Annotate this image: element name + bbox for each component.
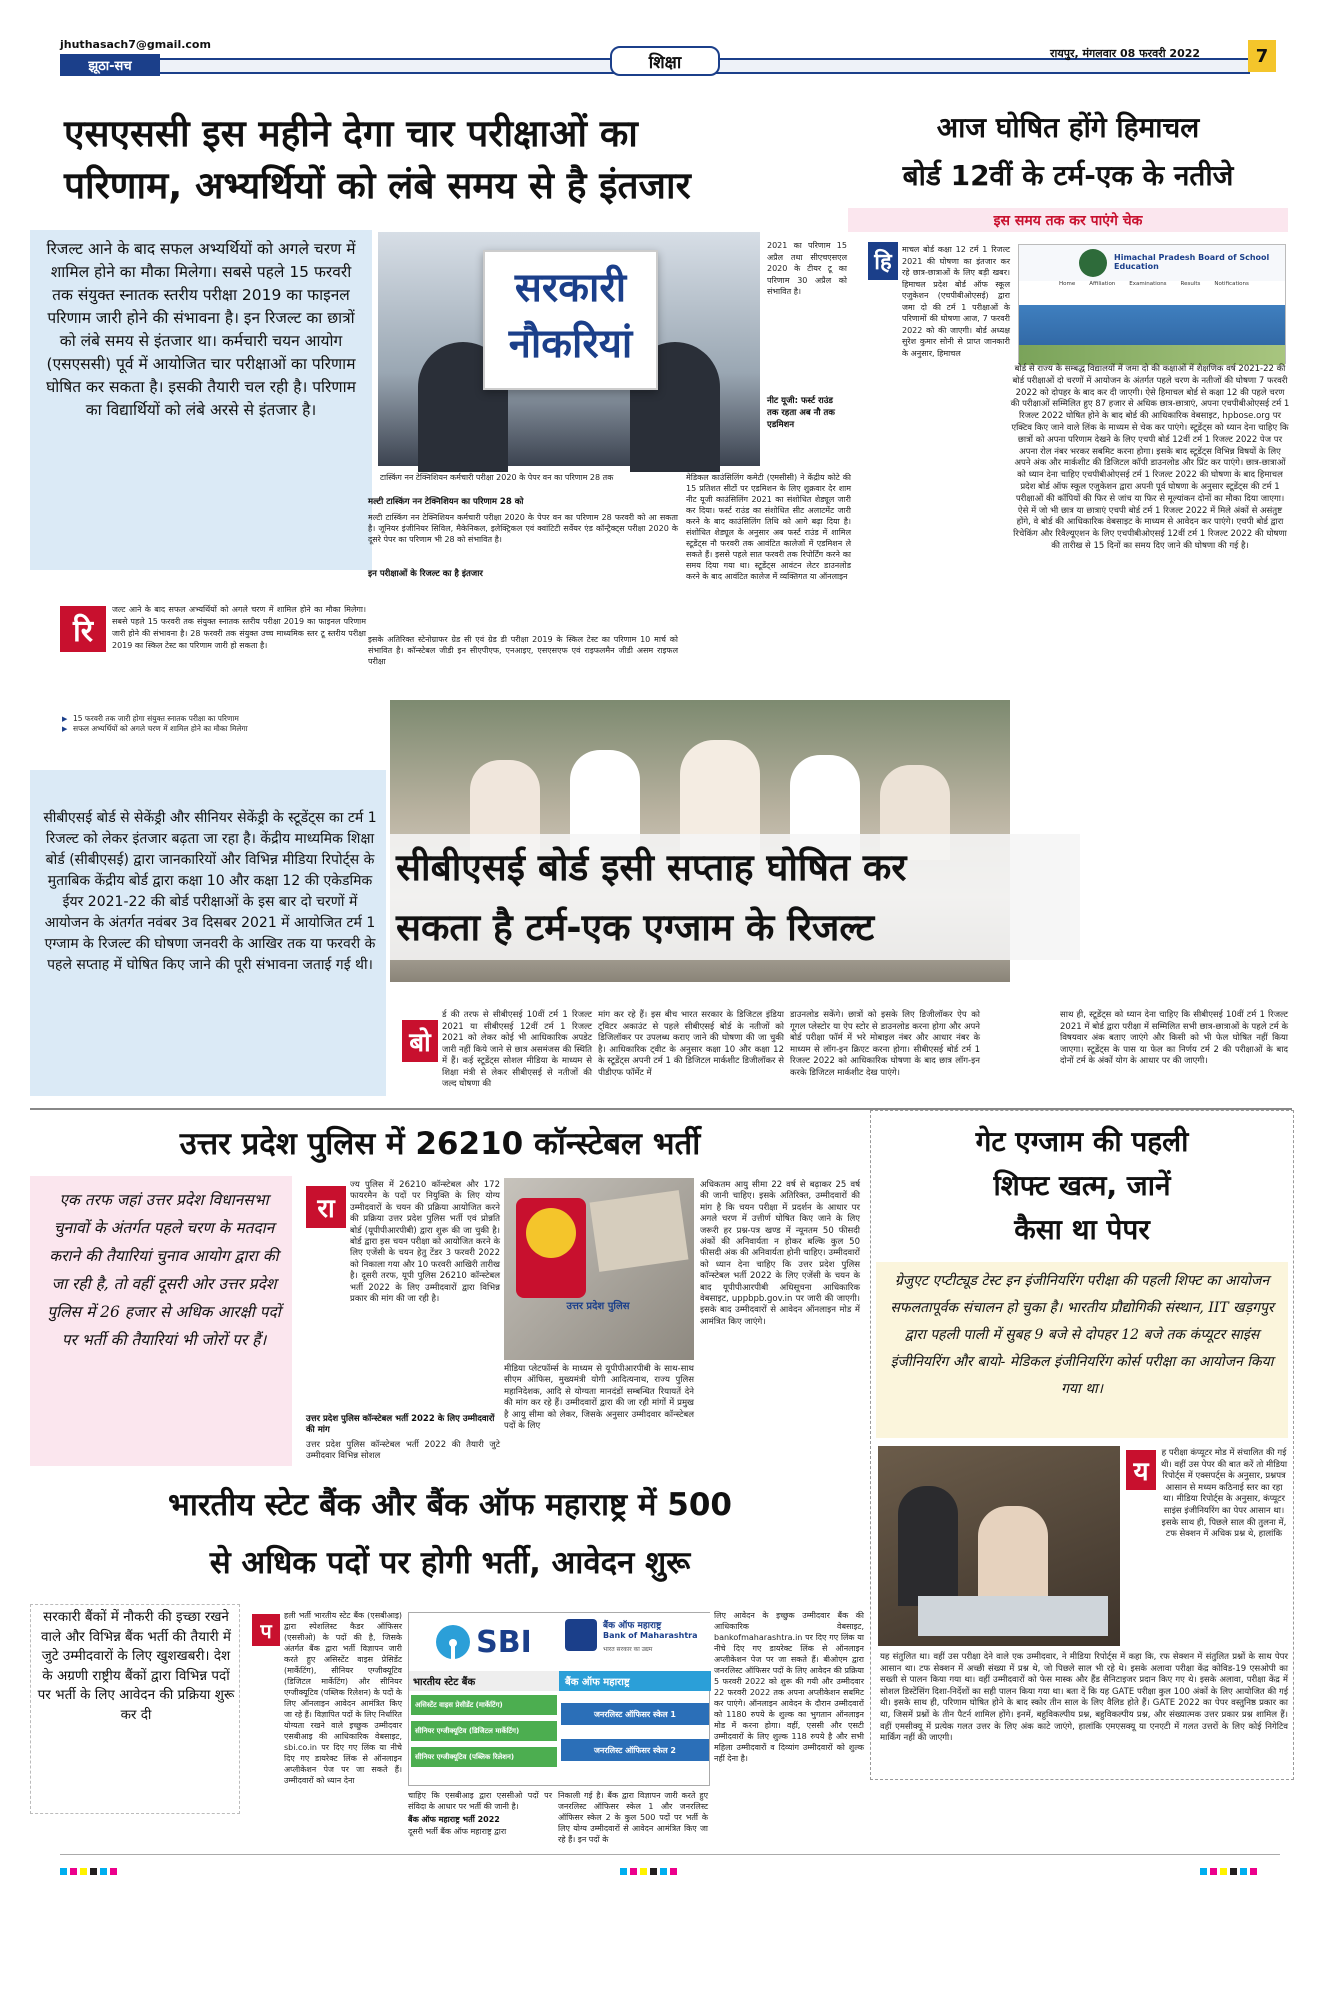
up-intro: एक तरफ जहां उत्तर प्रदेश विधानसभा चुनावों के अंतर्गत पहले चरण के मतदान कराने की तैयारियां चुनाव आयोग द्वारा की जा रही है, तो वहीं दूसरी ओर उत्तर प्रदेश पुलिस में 26 हजार से अधिक आरक्षी पदों पर भर्ती की तैयारियां भी जोरों पर हैं। (47, 1191, 281, 1349)
up-police-sign-text: उत्तर प्रदेश पुलिस (566, 1301, 630, 1312)
cbse-headline-line1: सीबीएसई बोर्ड इसी सप्ताह घोषित कर (396, 846, 907, 889)
footer-color-bar-center (620, 1868, 677, 1875)
hpbose-site-title: Himachal Pradesh Board of School Education (1114, 253, 1270, 271)
cbse-col4: साथ ही, स्टूडेंट्स को ध्यान देना चाहिए कि सीबीएसई 10वीं टर्म 1 रिजल्ट 2021 में बोर्ड द्वारा परीक्षा में सम्मिलित सभी छात्र-छात्राओं के पहले टर्म के विषयवार अंक बताए जाएंगे और किसी को भी फेल घोषित नहीं किया जाएगा। स्टूडेंट्स के पास या फेल का निर्णय टर्म 2 की परीक्षाओं के बाद दोनों टर्म के अंकों योग के आधार पर की जाएगी। (1060, 1010, 1288, 1066)
up-col3: अधिकतम आयु सीमा 22 वर्ष से बढ़ाकर 25 वर्ष की जानी चाहिए। इसके अतिरिक्त, उम्मीदवारों की मांग है कि चयन परीक्षा में प्रदर्शन के आधार पर अगले चरण में उत्तीर्ण घोषित किए जाने के लिए जरूरी हर प्रश्न-पत्र खण्ड में न्यूनतम 50 फीसदी अंकों की अनिवार्यता न होकर बल्कि कुल 50 फीसदी अंक की अनिवार्यता होनी चाहिए। उम्मीदवारों को ध्यान देना चाहिए कि उत्तर प्रदेश पुलिस कॉन्स्टेबल भर्ती 2022 के लिए एजेंसी के चयन के बाद यूपीपीआरपीबी अधिसूचना आधिकारिक वेबसाइट, uppbpb.gov.in पर जारी की जाएगी। इसके बाद उम्मीदवारों से आवेदन ऑनलाइन मोड में आमंत्रित किए जाएंगे। (700, 1180, 860, 1327)
ssc-bullet-2: ▶ सफल अभ्यर्थियों को अगले चरण में शामिल होने का मौका मिलेगा (62, 724, 362, 734)
ssc-bullet-1: ▶ 15 फरवरी तक जारी होगा संयुक्त स्नातक परीक्षा का परिणाम (62, 714, 362, 724)
up-col1b: उत्तर प्रदेश पुलिस कॉन्स्टेबल भर्ती 2022 की तैयारी जुटे उम्मीदवार विभिन्न सोशल (306, 1440, 500, 1462)
ssc-photo (378, 232, 760, 466)
bom-post-2: जनरलिस्ट ऑफिसर स्केल 2 (561, 1739, 709, 1761)
ssc-body-col2c: इसके अतिरिक्त स्टेनोग्राफर ग्रेड सी एवं ग्रेड डी परीक्षा 2019 के स्किल टेस्ट का परिणाम 10 मार्च को संभावित है। कॉन्स्टेबल जीडी इन सीएपीएफ, एनआइए, एसएसएफ एवं राइफलमैन जीडी असम राइफल परीक्षा (368, 635, 678, 666)
sbi-hindi: भारतीय स्टेट बैंक (409, 1671, 559, 1691)
ssc-dropcap: रि (60, 606, 106, 652)
bank-dropcap: प (252, 1614, 280, 1646)
hp-nav-examinations[interactable]: Examinations (1129, 281, 1167, 287)
gate-dropcap: य (1126, 1450, 1156, 1490)
bom-post-1: जनरलिस्ट ऑफिसर स्केल 1 (561, 1703, 709, 1725)
photo-text-sarkari: सरकारी (514, 265, 627, 311)
bom-tag: भारत सरकार का उद्यम (603, 1646, 653, 1653)
up-col1-sub: उत्तर प्रदेश पुलिस कॉन्स्टेबल भर्ती 2022 के लिए उम्मीदवारों की मांग (306, 1414, 495, 1435)
bank-headline (30, 1476, 870, 1592)
ssc-side-subhead: नीट यूजी: फर्स्ट राउंड तक रहता अब नौ तक एडमिशन (767, 396, 835, 430)
hp-nav-notifications[interactable]: Notifications (1214, 281, 1249, 287)
bom-hindi: बैंक ऑफ महाराष्ट्र (603, 1621, 662, 1631)
ssc-headline-line2: परिणाम, अभ्यर्थियों को लंबे समय से है इंतजार (64, 164, 691, 207)
gate-exam-photo (878, 1446, 1120, 1646)
ssc-body-col3: मेडिकल काउंसिलिंग कमेटी (एमसीसी) ने केंद्रीय कोटे की 15 प्रतिशत सीटों पर एडमिशन के लिए शुक्रवार देर शाम नीट यूजी काउंसिलिंग 2021 का संशोधित शेड्यूल जारी कर दिया। फर्स्ट राउंड का संशोधित सीट अलाटमेंट जारी करने के बाद काउंसिलिंग तिथि को आगे बढ़ा दिया है। संशोधित शेड्यूल के अनुसार अब फर्स्ट राउंड में शामिल स्टूडेंट्स नौ फरवरी तक आवंटित कालेजों में एडमिशन ले सकते हैं। इससे पहले सात फरवरी तक रिपोर्टिंग करने का समय दिया गया था। स्टूडेंट्स आवंटन लेटर डाउनलोड करने के बाद आवंटित कालेज में व्यक्तिगत या ऑनलाइन (686, 473, 851, 581)
gate-col-narrow: ह परीक्षा कंप्यूटर मोड में संचालित की गई थी। वहीं उस पेपर की बात करें तो मीडिया रिपोर्ट्स में एक्सपर्ट्स के अनुसार, प्रश्नपत्र आसान से मध्यम कठिनाई स्तर का रहा था। मीडिया रिपोर्ट्स के अनुसार, कंप्यूटर साइंस इंजीनियरिंग का पेपर आसान था। इसके साथ ही, पिछले साल की तुलना में, टफ सेक्शन में अधिक प्रश्न थे, हालांकि (1160, 1448, 1288, 1540)
header-section: शिक्षा (610, 46, 720, 76)
cbse-dropcap: बो (402, 1020, 438, 1062)
ssc-headline-line1: एसएससी इस महीने देगा चार परीक्षाओं का (64, 112, 638, 155)
bank-intro: सरकारी बैंकों में नौकरी की इच्छा रखने वाले और विभिन्न बैंक भर्ती की तैयारी में जुटे उम्मीदवारों के लिए खुशखबरी। देश के अग्रणी राष्ट्रीय बैंकों द्वारा विभिन्न पदों पर भर्ती के लिए आवेदन की प्रक्रिया शुरू कर दी (37, 1609, 235, 1723)
sbi-post-2: सीनियर एग्जीक्यूटिव (डिजिटल मार्केटिंग) (411, 1721, 557, 1741)
ssc-bullets (62, 714, 362, 734)
hp-nav-results[interactable]: Results (1180, 281, 1201, 287)
sbi-post-3: सीनियर एग्जीक्यूटिव (पब्लिक रिलेशन) (411, 1747, 557, 1767)
sbi-logo: SBI (476, 1624, 532, 1660)
ssc-body-col2b: मल्टी टास्किंग नन टेक्निशियन कर्मचारी परीक्षा 2020 के पेपर वन का परिणाम 28 फरवरी को आ सकता है। जूनियर इंजीनियर सिविल, मैकेनिकल, इलेक्ट्रिकल एवं क्वांटिटी सर्वेयर एंड कॉन्ट्रैक्ट्स परीक्षा 2020 के दूसरे पेपर का परिणाम भी 28 को संभावित है। (368, 513, 678, 544)
ssc-intro: रिजल्ट आने के बाद सफल अभ्यर्थियों को अगले चरण में शामिल होने का मौका मिलेगा। सबसे पहले 15 फरवरी तक संयुक्त स्नातक स्तरीय परीक्षा 2019 का फाइनल परिणाम जारी होने की संभावना है। इन रिजल्ट का छात्रों को लंबे समय से इंतजार था। कर्मचारी चयन आयोग (एसएससी) पूर्व में आयोजित चार परीक्षाओं का परिणाम घोषित कर सकता है। इसकी तैयारी चल रही है। परिणाम का विद्यार्थियों को लंबे अरसे से इंतजार है। (46, 240, 356, 419)
cbse-intro: सीबीएसई बोर्ड से सेकेंड्री और सीनियर सेकेंड्री के स्टूडेंट्स का टर्म 1 रिजल्ट को लेकर इंतजार बढ़ता जा रहा है। केंद्रीय माध्यमिक शिक्षा बोर्ड (सीबीएसई) द्वारा जानकारियों और विभिन्न मीडिया रिपोर्ट्स के मुताबिक केंद्रीय बोर्ड द्वारा कक्षा 10 और कक्षा 12 की एकेडमिक ईयर 2021-22 की बोर्ड परीक्षाओं के इस बार दो चरणों में आयोजन के अंतर्गत नवंबर 3व दिसबर 2021 में आयोजित टर्म 1 एग्जाम के रिजल्ट की घोषणा जनवरी के आखिर तक या फरवरी के पहले सप्ताह में घोषित किए जाने की पूरी संभावना जताई गई थी। (43, 810, 377, 973)
bom-hindi-band: बैंक ऑफ महाराष्ट्र (559, 1671, 711, 1691)
himachal-website-screenshot (1018, 244, 1286, 364)
footer-rule (60, 1854, 1280, 1855)
footer-color-bar-left (60, 1868, 117, 1875)
gate-headline (874, 1120, 1290, 1252)
header-page-number: 7 (1248, 40, 1276, 72)
up-dropcap: रा (306, 1186, 346, 1228)
bank-col1: हली भर्ती भारतीय स्टेट बैंक (एसबीआइ) द्वारा स्पेशलिस्ट कैडर ऑफिसर (एससीओ) के पदों की है, जिसके अंतर्गत बैंक द्वारा भर्ती विज्ञापन जारी करते हुए असिस्टेंट वाइस प्रेसिडेंट (मार्केटिंग), सीनियर एग्जीक्यूटिव (डिजिटल मार्केटिंग) और सीनियर एग्जीक्यूटिव (पब्लिक रिलेशन) के पदों के लिए ऑनलाइन आवेदन आमंत्रित किए जा रहे हैं। विज्ञापित पदों के लिए निर्धारित योग्यता रखने वाले इच्छुक उम्मीदवार एसबीआइ की आधिकारिक वेबसाइट, sbi.co.in पर दिए गए लिंक या नीचे दिए गए डायरेक्ट लिंक से ऑनलाइन अप्लीकेशन पेज पर जा सकते हैं। उम्मीदवारों को ध्यान देना (284, 1611, 402, 1785)
bank-col2b: दूसरी भर्ती बैंक ऑफ महाराष्ट्र द्वारा (408, 1827, 507, 1836)
hp-nav-home[interactable]: Home (1059, 281, 1076, 287)
up-col2: मीडिया प्लेटफॉर्म्स के माध्यम से यूपीपीआरपीबी के साथ-साथ सीएम ऑफिस, मुख्यमंत्री योगी आदित्यनाथ, राज्य पुलिस महानिदेशक, आदि से योग्यता मानदंडों सम्बन्धित रियायतें देने की मांग कर रहे हैं। उम्मीदवारों द्वारा की जा रही मांगों में प्रमुख है आयु सीमा को लेकर, जिसके अनुसार उम्मीदवार कॉन्स्टेबल पदों के लिए (504, 1364, 694, 1432)
himachal-body-long: बोर्ड से राज्य के सम्बद्ध विद्यालयों में जमा दो की कक्षाओं में शैक्षणिक वर्ष 2021-22 की बोर्ड परीक्षाओं दो चरणों में आयोजन के अंतर्गत पहले चरण के नतीजों की घोषणा 7 फरवरी 2022 को दोपहर के बाद कर दी जाएगी। ऐसे हिमाचल बोर्ड से कक्षा 12 की पहले चरण की परीक्षाओं सम्मिलित हुए 87 हजार से अधिक छात्र-छात्राएं, अपना एचपीबीओएसई टर्म 1 रिजल्ट 2022 घोषित होने के बाद बोर्ड की आधिकारिक वेबसाइट, hpbose.org पर एक्टिव किए जाने वाले लिंक के माध्यम से चेक कर पाएंगे। स्टूडेंट्स को ध्यान देना चाहिए कि छात्रों को अपना परिणाम देखने के लिए एचपी बोर्ड 12वीं टर्म 1 रिजल्ट 2022 पेज पर अपना रोल नंबर भरकर सबमिट करना होगा। इसके बाद स्टूडेंट्स विभिन्न विषयों के लिए अपने अंक और मार्कशीट की डिजिटल कॉपी डाउनलोड और प्रिंट कर पाएंगे। छात्र-छात्राओं को ध्यान देना चाहिए एचपीबीओएसई टर्म 1 रिजल्ट 2022 की घोषणा के बाद हिमाचल प्रदेश बोर्ड ऑफ स्कूल एजुकेशन द्वारा अपनी पूर्व घोषणा के अनुसार स्टूडेंट्स की टर्म 1 परीक्षाओं की कॉपियों की फिर से जांच या फिर से मूल्यांकन दोनों का मौका दिया जाएगा। ऐसे में जो भी छात्र या छात्राएं एचपी बोर्ड टर्म 1 रिजल्ट 2022 में मिले अंकों से असंतुष्ट होंगे, वे बोर्ड की आधिकारिक वेबसाइट के माध्यम से आवेदन कर पाएंगे। एचपी बोर्ड द्वारा रिचेकिंग और रिवैल्यूएशन के लिए एचपीबीओएसई 12वीं टर्म 1 रिजल्ट 2022 की घोषणा की तारीख से 15 दिनों का समय दिए जाने की घोषणा की गई है। (1010, 364, 1290, 551)
bank-sbi-bom-graphic (408, 1612, 710, 1786)
photo-text-naukriyan: नौकरियां (508, 321, 633, 367)
bank-headline-line2: से अधिक पदों पर होगी भर्ती, आवेदन शुरू (209, 1545, 691, 1581)
himachal-dropcap: हि (868, 242, 898, 280)
bank-headline-line1: भारतीय स्टेट बैंक और बैंक ऑफ महाराष्ट्र में 500 (168, 1487, 732, 1523)
ssc-side-col: 2021 का परिणाम 15 अप्रैल तथा सीएचएसएल 2020 के टीयर टू का परिणाम 30 अप्रैल को संभावित है। (767, 241, 847, 296)
ssc-body-col2-sub2: इन परीक्षाओं के रिजल्ट का है इंतजार (368, 569, 483, 579)
ssc-headline (64, 108, 824, 212)
bank-col2-sub: बैंक ऑफ महाराष्ट्र भर्ती 2022 (408, 1815, 500, 1824)
cbse-col3: डाउनलोड सकेंगे। छात्रों को इसके लिए डिजीलॉकर ऐप को गूगल प्लेस्टोर या ऐप स्टोर से डाउनलोड करना होगा और अपने बोर्ड परीक्षा फॉर्म में भरे मोबाइल नंबर और आधार नंबर के माध्यम से लॉग-इन क्रिएट करना होगा। सीबीएसई बोर्ड टर्म 1 रिजल्ट 2022 को आधिकारिक घोषणा के बाद छात्र लॉग-इन करके डिजिटल मार्कशीट देख पाएंगे। (790, 1010, 980, 1078)
bom-english: Bank of Maharashtra (603, 1631, 698, 1640)
cbse-col2: मांग कर रहे हैं। इस बीच भारत सरकार के डिजिटल इंडिया ट्विटर अकाउंट से पहले सीबीएसई बोर्ड के नतीजों को डिजिलॉकर पर उपलब्ध कराए जाने की घोषणा की जा चुकी है। आधिकारिक ट्वीट के अनुसार कक्षा 10 और कक्षा 12 के स्टूडेंट्स अपनी टर्म 1 की डिजिटल मार्कशीट डिजीलॉकर से पीडीएफ फॉर्मेट में (598, 1010, 784, 1078)
gate-headline-line3: कैसा था पेपर (1014, 1213, 1150, 1246)
sbi-post-1: असिस्टेंट वाइस प्रेसीडेंट (मार्केटिंग) (411, 1695, 557, 1715)
gate-headline-line1: गेट एग्जाम की पहली (975, 1125, 1189, 1158)
up-headline: उत्तर प्रदेश पुलिस में 26210 कॉन्स्टेबल भर्ती (179, 1126, 701, 1162)
himachal-headline (848, 104, 1288, 200)
himachal-headline-line1: आज घोषित होंगे हिमाचल (936, 111, 1200, 144)
ssc-body-col2-sub: मल्टी टास्किंग नन टेक्निशियन का परिणाम 28 को (368, 497, 524, 507)
footer-color-bar-right (1200, 1868, 1257, 1875)
himachal-subhead: इस समय तक कर पाएंगे चेक (848, 208, 1288, 232)
gate-body: यह संतुलित था। वहीं उस परीक्षा देने वाले एक उम्मीदवार, ने मीडिया रिपोर्ट्स में कहा कि, रफ सेक्शन में संतुलित प्रश्नों के साथ पेपर आसान था। टफ सेक्शन में अच्छी संख्या में प्रश्न थे, जो पिछले साल भी रहे थे। इसके अलावा परीक्षा केंद्र कोविड-19 एसओपी का सख्ती से पालन किया गया था। वहीं उम्मीदवारों को फेस मास्क और हैंड सैनिटाइजर प्रदान किए गए थे। इसके अलावा, परीक्षा केंद्र में सोशल डिस्टेंसिंग दिशा-निर्देशों का सही पालन किया गया था। बता दें कि यह GATE परीक्षा कुल 100 अंकों के लिए आयोजित की गई थी। इसके साथ ही, परिणाम घोषित होने के बाद स्कोर तीन साल के लिए वैलिड होते हैं। GATE 2022 का पेपर वस्तुनिष्ठ प्रकार का था, जिसमें प्रश्नों के तीन पैटर्न शामिल होंगे। इनमें, बहुविकल्पीय प्रश्न, बहुविकल्पीय प्रश्न, और संख्यात्मक उत्तर प्रकार प्रश्न शामिल हैं। वहीं एमसीक्यू में प्रत्येक गलत उत्तर के लिए अंक काटे जाएंगे, हालांकि एमएसक्यू या एनएटी में गलत उत्तरों के लिए कोई निगेटिव मार्किंग नहीं की जाएगी। (880, 1652, 1288, 1744)
bank-col3: निकाली गई है। बैंक द्वारा विज्ञापन जारी करते हुए जनरलिस्ट ऑफिसर स्केल 1 और जनरलिस्ट ऑफिसर स्केल 2 के कुल 500 पदों पर भर्ती के लिए योग्य उम्मीदवारों से आवेदन आमंत्रित किए जा रहे हैं। इन पदों के (558, 1791, 708, 1844)
header-email: jhuthasach7@gmail.com (60, 38, 211, 51)
himachal-headline-line2: बोर्ड 12वीं के टर्म-एक के नतीजे (902, 159, 1234, 192)
himachal-body-short: माचल बोर्ड कक्षा 12 टर्म 1 रिजल्ट 2021 की घोषणा का इंतजार कर रहे छात्र-छात्राओं के लिए बड़ी खबर। हिमाचल प्रदेश बोर्ड ऑफ स्कूल एजुकेशन (एचपीबीओएसई) द्वारा जमा दो की टर्म 1 परीक्षाओं के परिणामों की घोषणा आज, 7 फरवरी 2022 को की जाएगी। बोर्ड अध्यक्ष सुरेश कुमार सोनी से प्राप्त जानकारी के अनुसार, हिमाचल (902, 245, 1010, 358)
gate-headline-line2: शिफ्ट खत्म, जानें (993, 1169, 1171, 1202)
bank-col4: लिए आवेदन के इच्छुक उम्मीदवार बैंक की आधिकारिक वेबसाइट, bankofmaharashtra.in पर दिए गए लिंक या नीचे दिए गए डायरेक्ट लिंक से ऑनलाइन अप्लीकेशन पेज पर जा सकते हैं। बीओएम द्वारा जनरलिस्ट ऑफिसर पदों के लिए आवेदन की प्रक्रिया 5 फरवरी 2022 को शुरू की गयी और उम्मीदवार 22 फरवरी 2022 तक अपना अप्लीकेशन सबमिट कर पाएंगे। ऑनलाइन आवेदन के दौरान उम्मीदवारों को 1180 रुपये के शुल्क का भुगतान ऑनलाइन मोड में करना होगा। वहीं, एससी और एसटी उम्मीदवारों के लिए शुल्क 118 रुपये है और सभी महिला उम्मीदवारों व दिव्यांग उम्मीदवारों को शुल्क नहीं देना है। (714, 1611, 864, 1763)
header-dateline: रायपुर, मंगलवार 08 फरवरी 2022 (1050, 47, 1201, 60)
ssc-body-col2: टास्किंग नन टेक्निशियन कर्मचारी परीक्षा 2020 के पेपर वन का परिणाम 28 तक (380, 473, 614, 482)
cbse-headline-line2: सकता है टर्म-एक एग्जाम के रिजल्ट (396, 906, 875, 949)
cbse-headline (396, 838, 1076, 958)
hp-nav-affiliation[interactable]: Affiliation (1089, 281, 1116, 287)
up-police-photo (504, 1178, 694, 1360)
bank-col2: चाहिए कि एसबीआइ द्वारा एससीओ पदों पर संविदा के आधार पर भर्ती की जानी है। (408, 1791, 552, 1811)
header-brand: झूठा-सच (60, 54, 160, 76)
up-col1: ज्य पुलिस में 26210 कॉन्स्टेबल और 172 फायरमैन के पदों पर नियुक्ति के लिए योग्य उम्मीदवारों के चयन की प्रक्रिया आयोजित करने की प्रक्रिया उत्तर प्रदेश पुलिस भर्ती एवं प्रोन्नति बोर्ड (यूपीपीआरपीबी) द्वारा शुरू की जा चुकी है। बोर्ड द्वारा इस चयन परीक्षा को आयोजित करने के लिए एजेंसी के चयन हेतु टेंडर 3 फरवरी 2022 को निकाला गया और 10 फरवरी आखिरी तारीख है। दूसरी तरफ, यूपी पुलिस 26210 कॉन्स्टेबल भर्ती 2022 के लिए उम्मीदवारों द्वारा विभिन्न प्रकार की मांग की जा रही है। (350, 1180, 500, 1305)
gate-intro: ग्रेजुएट एप्टीट्यूड टेस्ट इन इंजीनियरिंग परीक्षा की पहली शिफ्ट का आयोजन सफलतापूर्वक संचालन हो चुका है। भारतीय प्रौद्योगिकी संस्थान, IIT खड़गपुर द्वारा पहली पाली में सुबह 9 बजे से दोपहर 12 बजे तक कंप्यूटर साइंस इंजीनियरिंग और बायो- मेडिकल इंजीनियरिंग कोर्स परीक्षा का आयोजन किया गया था। (890, 1273, 1274, 1397)
cbse-col1: र्ड की तरफ से सीबीएसई 10वीं टर्म 1 रिजल्ट 2021 या सीबीएसई 12वीं टर्म 1 रिजल्ट 2021 को लेकर कोई भी आधिकारिक अपडेट जारी नहीं किये जाने से छात्र असमंजस की स्थिति में हैं। कई स्टूडेंट्स सोशल मीडिया के माध्यम से शिक्षा मंत्री से लेकर सीबीएसई से नतीजों की जल्द घोषणा की (442, 1010, 592, 1089)
ssc-body-col1: जल्ट आने के बाद सफल अभ्यर्थियों को अगले चरण में शामिल होने का मौका मिलेगा। सबसे पहले 15 फरवरी तक संयुक्त स्नातक स्तरीय परीक्षा 2019 का फाइनल परिणाम जारी होने की संभावना है। 28 फरवरी तक संयुक्त उच्च माध्यमिक स्तर टू स्तरीय परीक्षा 2019 का स्किल टेस्ट का परिणाम जारी हो सकता है। (112, 605, 366, 650)
